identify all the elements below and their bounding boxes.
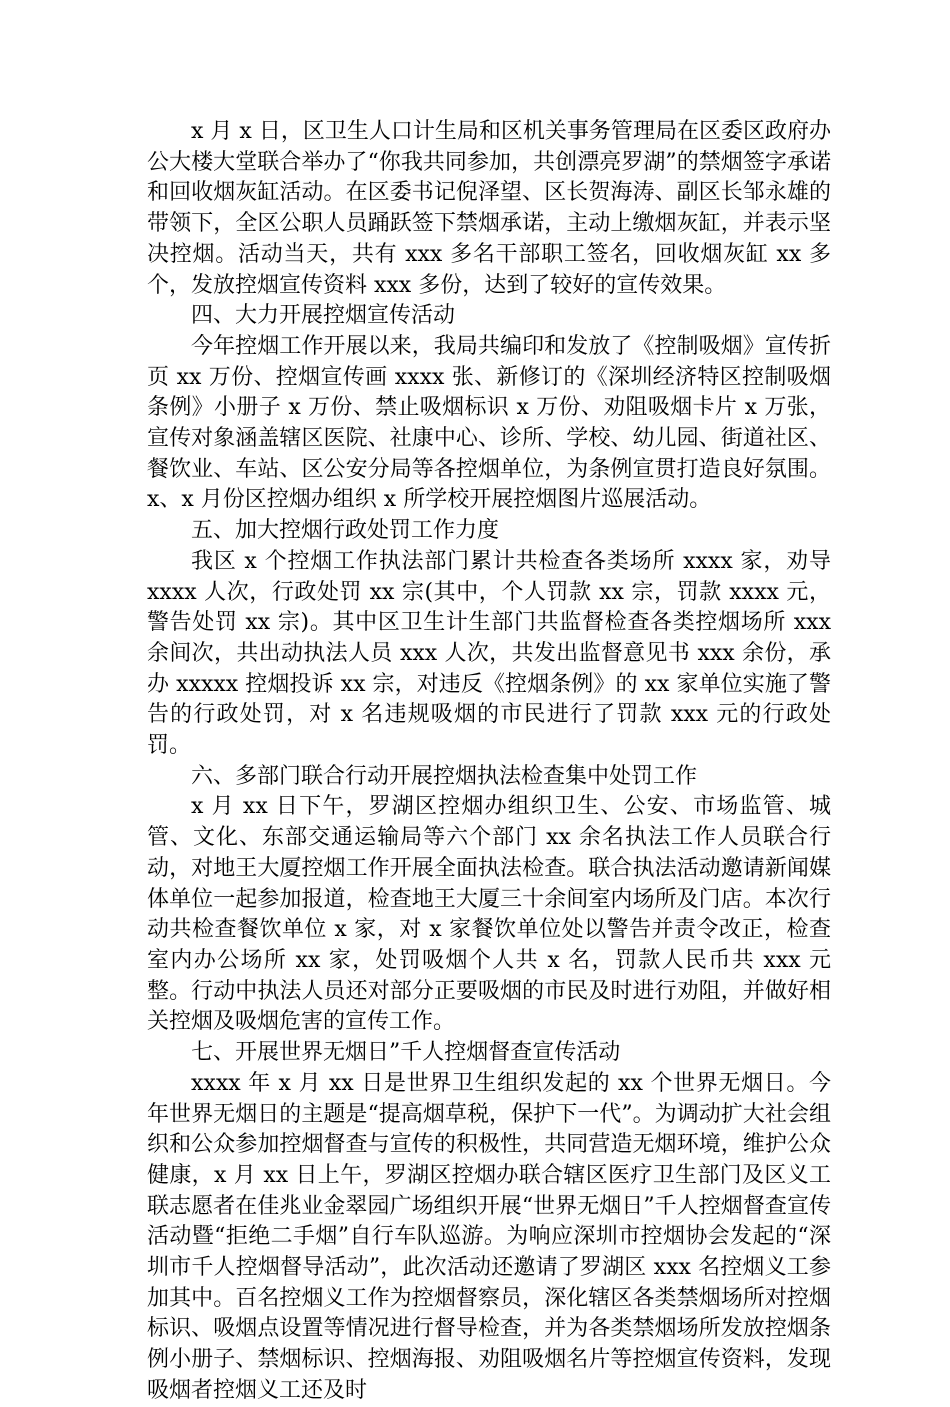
- section-heading-7: 七、开展世界无烟日”千人控烟督查宣传活动: [191, 1040, 621, 1066]
- section-heading-6: 六、多部门联合行动开展控烟执法检查集中处罚工作: [191, 763, 698, 789]
- section-heading-4: 四、大力开展控烟宣传活动: [191, 303, 456, 329]
- document-body: [147, 117, 831, 1407]
- paragraph-publicity: 今年控烟工作开展以来，我局共编印和发放了《控制吸烟》宣传折页 xx 万份、控烟宣传画 xxxx 张、新修订的《深圳经济特区控制吸烟条例》小册子 x 万份、禁止吸烟标识 x 万份、劝阻吸烟卡片 x 万张，宣传对象涵盖辖区医院、社康中心、诊所、学校、幼儿园、街道社区、餐饮业、车站、区公安分局等各控烟单位，为条例宣贯打造良好氛围。x、x 月份区控烟办组织 x 所学校开展控烟图片巡展活动。: [147, 333, 831, 513]
- paragraph-penalties: 我区 x 个控烟工作执法部门累计共检查各类场所 xxxx 家，劝导 xxxx 人次，行政处罚 xx 宗(其中，个人罚款 xx 宗，罚款 xxxx 元，警告处罚 xx 宗)。其中区卫生计生部门共监督检查各类控烟场所 xxx 余间次，共出动执法人员 xxx 人次，共发出监督意见书 xxx 余份，承办 xxxxx 控烟投诉 xx 宗，对违反《控烟条例》的 xx 家单位实施了警告的行政处罚，对 x 名违规吸烟的市民进行了罚款 xxx 元的行政处罚。: [147, 548, 831, 759]
- paragraph-joint-action: x 月 xx 日下午，罗湖区控烟办组织卫生、公安、市场监管、城管、文化、东部交通运输局等六个部门 xx 余名执法工作人员联合行动，对地王大厦控烟工作开展全面执法检查。联合执法活动邀请新闻媒体单位一起参加报道，检查地王大厦三十余间室内场所及门店。本次行动共检查餐饮单位 x 家，对 x 家餐饮单位处以警告并责令改正，检查室内办公场所 xx 家，处罚吸烟个人共 x 名，罚款人民币共 xxx 元整。行动中执法人员还对部分正要吸烟的市民及时进行劝阻，并做好相关控烟及吸烟危害的宣传工作。: [147, 794, 831, 1035]
- paragraph-world-no-tobacco-day: xxxx 年 x 月 xx 日是世界卫生组织发起的 xx 个世界无烟日。今年世界无烟日的主题是“提高烟草税，保护下一代”。为调动扩大社会组织和公众参加控烟督查与宣传的积极性，共同营造无烟环境，维护公众健康，x 月 xx 日上午，罗湖区控烟办联合辖区医疗卫生部门及区义工联志愿者在佳兆业金翠园广场组织开展“世界无烟日”千人控烟督查宣传活动暨“拒绝二手烟”自行车队巡游。为响应深圳市控烟协会发起的“深圳市千人控烟督导活动”，此次活动还邀请了罗湖区 xxx 名控烟义工参加其中。百名控烟义工作为控烟督察员，深化辖区各类禁烟场所对控烟标识、吸烟点设置等情况进行督导检查，并为各类禁烟场所发放控烟条例小册子、禁烟标识、控烟海报、劝阻吸烟名片等控烟宣传资料，发现吸烟者控烟义工还及时: [147, 1070, 831, 1403]
- paragraph-ashtray-campaign: x 月 x 日，区卫生人口计生局和区机关事务管理局在区委区政府办公大楼大堂联合举办了“你我共同参加，共创漂亮罗湖”的禁烟签字承诺和回收烟灰缸活动。在区委书记倪泽望、区长贺海涛、副区长邹永雄的带领下，全区公职人员踊跃签下禁烟承诺，主动上缴烟灰缸，并表示坚决控烟。活动当天，共有 xxx 多名干部职工签名，回收烟灰缸 xx 多个，发放控烟宣传资料 xxx 多份，达到了较好的宣传效果。: [147, 119, 831, 298]
- section-heading-5: 五、加大控烟行政处罚工作力度: [191, 518, 500, 544]
